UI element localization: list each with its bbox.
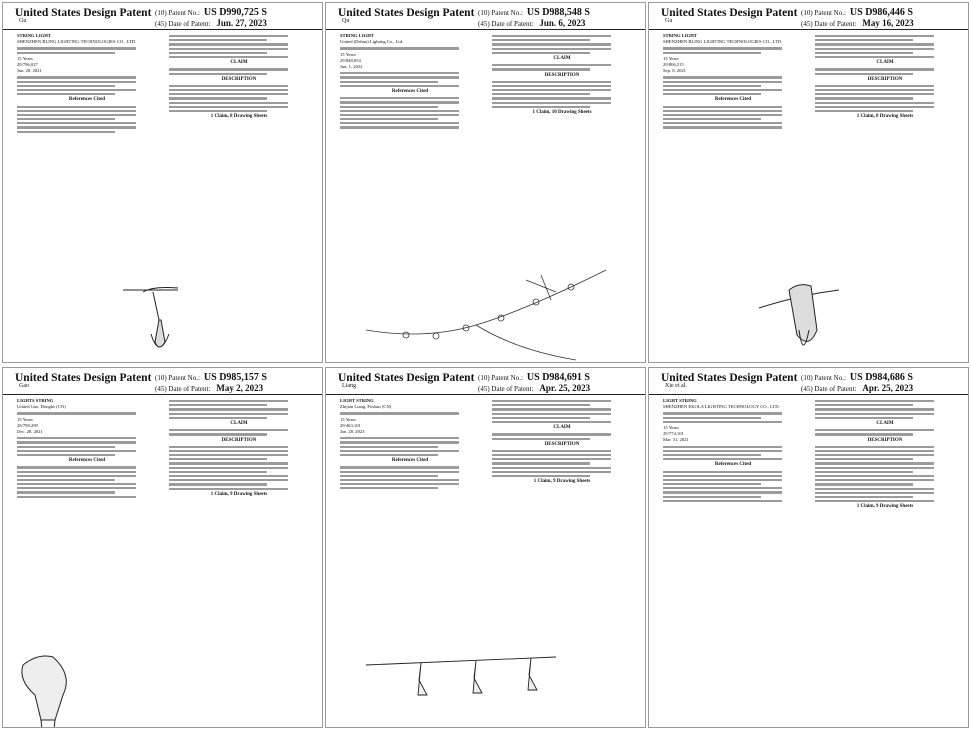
appl-no: 29/774,101	[663, 431, 684, 437]
patent-title: United States Design Patent	[15, 7, 152, 19]
refs-title: References Cited	[714, 462, 752, 468]
patent-title: United States Design Patent	[338, 7, 475, 19]
patent-header	[649, 368, 968, 395]
footer-claims: 1 Claim, 9 Drawing Sheets	[533, 479, 591, 485]
patent-date: (45) Date of Patent: Apr. 25, 2023	[801, 383, 914, 393]
appl-no: 29/848,854	[340, 57, 361, 63]
string-light-drawing	[326, 30, 646, 363]
appl-no: 29/463,101	[340, 422, 361, 428]
claim-title: CLAIM	[230, 420, 248, 426]
applicant: SHENZHEN BLING LIGHTING TECHNOLOGIES CO., LTD.	[663, 39, 783, 45]
refs-title: References Cited	[68, 97, 106, 103]
refs-title: References Cited	[391, 458, 429, 464]
description-title: DESCRIPTION	[221, 76, 257, 82]
footer-claims: 1 Claim, 8 Drawing Sheets	[210, 114, 268, 120]
claim-title: CLAIM	[553, 55, 571, 61]
claim-title: CLAIM	[230, 60, 248, 66]
description-title: DESCRIPTION	[544, 441, 580, 447]
refs-title: References Cited	[714, 97, 752, 103]
section-title: LIGHT STRING	[340, 398, 374, 403]
patent-number: (10) Patent No.: US D990,725 S	[155, 7, 267, 18]
patent-number: (10) Patent No.: US D984,691 S	[478, 372, 590, 383]
claim-title: CLAIM	[553, 425, 571, 431]
inventor: Gu	[19, 18, 27, 24]
description-title: DESCRIPTION	[544, 72, 580, 78]
term: 15 Years	[340, 51, 356, 57]
description-title: DESCRIPTION	[867, 437, 903, 443]
patent-number: (10) Patent No.: US D988,548 S	[478, 7, 590, 18]
patent-sheet[interactable]	[325, 2, 646, 363]
inventor: Liang	[342, 383, 356, 389]
patent-date: (45) Date of Patent: May 2, 2023	[155, 383, 264, 393]
filed-date: Dec. 28, 2021	[17, 429, 43, 434]
filed-date: Jan. 28, 2023	[340, 429, 365, 434]
patent-date: (45) Date of Patent: May 16, 2023	[801, 18, 914, 28]
string-light-drawing	[649, 30, 969, 363]
filed-date: Sep. 8, 2021	[663, 68, 686, 74]
section-title: LIGHTS STRING	[17, 398, 54, 403]
section-title: LIGHT STRING	[663, 398, 697, 403]
term: 15 Years	[17, 55, 33, 61]
term: 15 Years	[340, 416, 356, 422]
filed-date: Mar. 31, 2021	[663, 437, 689, 443]
patent-sheet[interactable]	[2, 2, 323, 363]
claim-title: CLAIM	[876, 420, 894, 426]
inventor: Gao	[19, 383, 29, 389]
section-title: STRING LIGHT	[663, 33, 697, 38]
patent-header	[3, 368, 322, 395]
appl-no: 29/796,027	[17, 61, 38, 67]
inventor: Qu	[342, 18, 350, 24]
applicant: United Gao, Donghe (CN)	[17, 404, 66, 410]
section-title: STRING LIGHT	[340, 33, 374, 38]
inventor: Xie et al.	[665, 383, 687, 389]
patent-number: (10) Patent No.: US D984,686 S	[801, 372, 913, 383]
section-title: STRING LIGHT	[17, 33, 51, 38]
appl-no: 29/806,515	[663, 61, 684, 67]
patent-header	[3, 3, 322, 30]
footer-claims: 1 Claim, 9 Drawing Sheets	[856, 504, 914, 510]
footer-claims: 1 Claim, 10 Drawing Sheets	[532, 110, 592, 116]
patent-number: (10) Patent No.: US D985,157 S	[155, 372, 267, 383]
footer-claims: 1 Claim, 9 Drawing Sheets	[210, 491, 268, 497]
patent-header	[649, 3, 968, 30]
patent-sheet[interactable]	[2, 367, 323, 728]
footer-claims: 1 Claim, 8 Drawing Sheets	[856, 114, 914, 120]
patent-title: United States Design Patent	[15, 372, 152, 384]
filed-date: Jun. 1, 2022	[340, 64, 363, 69]
left-column	[663, 398, 803, 504]
patent-number: (10) Patent No.: US D986,446 S	[801, 7, 913, 18]
patent-sheet[interactable]	[325, 367, 646, 728]
patent-header	[326, 3, 645, 30]
claim-title: CLAIM	[876, 60, 894, 66]
applicant: United (Dahua) Lighting Co., Ltd.	[340, 39, 404, 45]
patent-sheet[interactable]	[648, 2, 969, 363]
patent-date: (45) Date of Patent: Apr. 25, 2023	[478, 383, 591, 393]
filed-date: Jun. 28, 2021	[17, 68, 42, 74]
applicant: SHENZHEN BLING LIGHTING TECHNOLOGIES CO., LTD.	[17, 39, 137, 45]
right-column	[815, 398, 955, 513]
string-light-drawing	[326, 395, 646, 728]
term: 15 Years	[663, 424, 679, 430]
patent-title: United States Design Patent	[338, 372, 475, 384]
patent-title: United States Design Patent	[661, 7, 798, 19]
appl-no: 29/798,299	[17, 422, 38, 428]
term: 15 Years	[17, 416, 33, 422]
bulb-drawing	[3, 395, 323, 728]
description-title: DESCRIPTION	[221, 437, 257, 443]
patent-date: (45) Date of Patent: Jun. 27, 2023	[155, 18, 267, 28]
description-title: DESCRIPTION	[867, 76, 903, 82]
patent-date: (45) Date of Patent: Jun. 6, 2023	[478, 18, 586, 28]
patent-header	[326, 368, 645, 395]
applicant: SHENZHEN EKOLA LIGHTING TECHNOLOGY CO., LTD.	[663, 404, 780, 410]
patent-title: United States Design Patent	[661, 372, 798, 384]
inventor: Gu	[665, 18, 673, 24]
string-light-drawing	[3, 30, 323, 363]
patent-sheet[interactable]	[648, 367, 969, 728]
refs-title: References Cited	[68, 458, 106, 464]
applicant: Zhijian Liang, Foshan (CN)	[340, 404, 392, 410]
term: 15 Years	[663, 55, 679, 61]
refs-title: References Cited	[391, 88, 429, 94]
